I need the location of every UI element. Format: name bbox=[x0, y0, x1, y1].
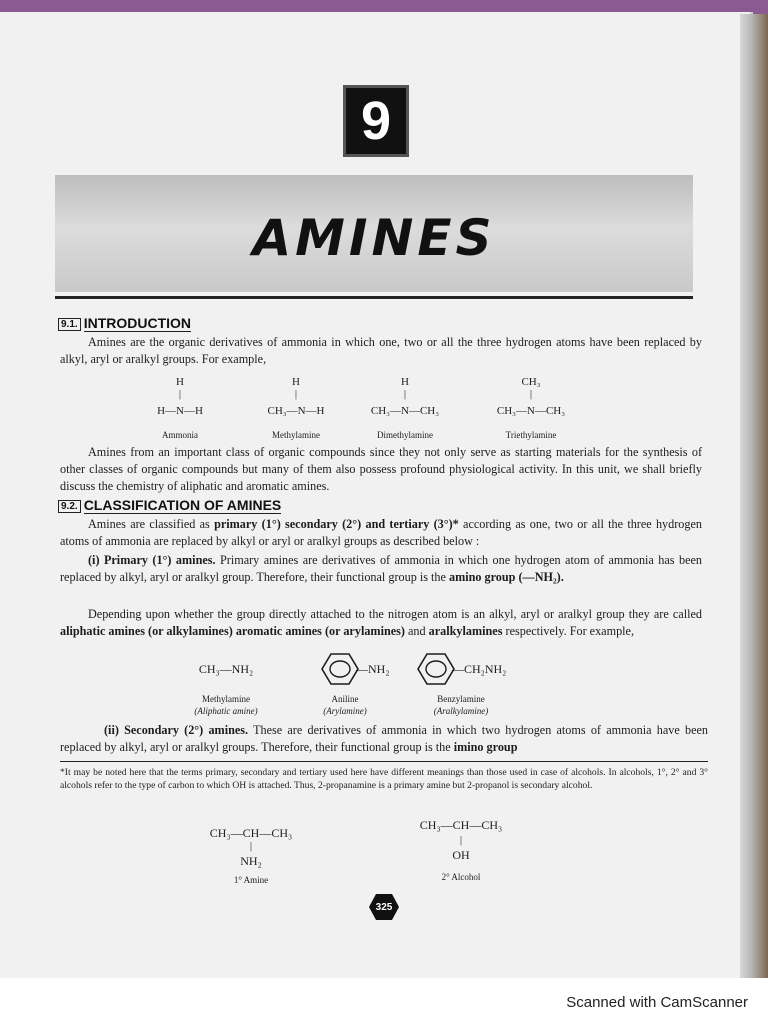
structure-label: Ammonia bbox=[162, 430, 198, 440]
propanol-formula: CH₃—CH—CH₃ bbox=[419, 818, 503, 832]
benzylamine-label: Benzylamine bbox=[437, 694, 485, 704]
page-edge bbox=[740, 14, 768, 979]
methylamine-label: Methylamine bbox=[202, 694, 250, 704]
footnote-rule bbox=[60, 761, 708, 762]
chapter-number: 9 bbox=[360, 91, 392, 151]
chapter-title-band bbox=[55, 175, 693, 292]
book-page bbox=[0, 12, 753, 980]
structure-formula: H—N—H bbox=[157, 405, 203, 417]
text-run: Amines are classified as bbox=[88, 517, 215, 531]
bond-line: | bbox=[249, 840, 253, 852]
chapter-number-box bbox=[343, 85, 409, 157]
text-run: These are derivatives of ammonia in which two hydrogen atoms of ammonia have been replaced by alkyl, aryl or aralkyl groups. Therefore, their functional group is the bbox=[60, 723, 708, 754]
structure-label: Methylamine bbox=[272, 430, 320, 440]
section-title: CLASSIFICATION OF AMINES bbox=[83, 497, 282, 513]
propanamine-label: 1° Amine bbox=[233, 875, 269, 885]
camscanner-watermark: Scanned with CamScanner bbox=[566, 994, 748, 1011]
chapter-title: AMINES bbox=[252, 208, 496, 267]
aniline-label: Aniline bbox=[331, 694, 359, 704]
text-run: according as one, two or all the three hydrogen atoms of ammonia are replaced by alkyl or aryl or aralkyl groups as described below : bbox=[60, 517, 702, 548]
aniline-sublabel: (Arylamine) bbox=[323, 706, 367, 716]
text-run: Primary amines are derivatives of ammonia in which one hydrogen atom of ammonia has been replaced by alkyl, aryl or aralkyl group. Therefore, their functional group is the bbox=[60, 553, 702, 584]
intro-paragraph-1: Amines are the organic derivatives of ammonia in which one, two or all the three hydrogen atoms have been replaced by alkyl, aryl or aralkyl groups. For example, bbox=[60, 335, 702, 366]
section-title: INTRODUCTION bbox=[83, 315, 192, 331]
classification-paragraph-1 bbox=[60, 516, 702, 550]
benzylamine-sublabel: (Aralkylamine) bbox=[433, 706, 489, 716]
structure-top: H bbox=[401, 376, 409, 388]
benzylamine-formula: —CH₂NH₂ bbox=[452, 662, 507, 676]
section-heading-classification bbox=[58, 497, 281, 513]
depending-paragraph bbox=[60, 606, 702, 640]
secondary-amines-paragraph bbox=[60, 722, 708, 756]
propanamine-group: NH₂ bbox=[240, 854, 262, 868]
structure-formula: CH₃—N—CH₃ bbox=[496, 405, 566, 417]
propanol-group: OH bbox=[452, 848, 470, 862]
text-run-bold: (i) Primary (1°) amines. bbox=[88, 553, 216, 567]
text-run-bold: imino group bbox=[453, 740, 518, 754]
structure-label: Triethylamine bbox=[505, 430, 557, 440]
structure-formula: CH₃—N—CH₃ bbox=[370, 405, 440, 417]
primary-amines-paragraph bbox=[60, 552, 702, 586]
title-rule bbox=[55, 296, 693, 299]
section-number: 9.1. bbox=[58, 318, 81, 331]
bond-line: | bbox=[403, 388, 407, 400]
text-run: respectively. For example, bbox=[502, 624, 635, 638]
footnote-text: *It may be noted here that the terms primary, secondary and tertiary used here have different meanings than those used in case of alcohols. In alcohols, 1°, 2° and 3° alcohols refer to the type of carbon to which OH is attached. Thus, 2-propanamine is a primary amine but 2-propanol is secondary alcohol. bbox=[60, 767, 708, 791]
section-number: 9.2. bbox=[58, 500, 81, 513]
text-run-bold: primary (1°) secondary (2°) and tertiary (3°)* bbox=[214, 517, 459, 531]
structure-top: CH₃ bbox=[521, 376, 541, 388]
text-run: and bbox=[404, 624, 429, 638]
structure-top: H bbox=[292, 376, 300, 388]
propanol-label: 2° Alcohol bbox=[441, 872, 481, 882]
page-number: 325 bbox=[375, 901, 393, 913]
text-run: Depending upon whether the group directly attached to the nitrogen atom is an alkyl, aryl or aralkyl group they are called bbox=[88, 607, 702, 621]
bond-line: | bbox=[178, 388, 182, 400]
text-run-bold: aliphatic amines (or alkylamines) aromatic amines (or arylamines) bbox=[60, 624, 405, 638]
bond-line: | bbox=[294, 388, 298, 400]
structure-formula: CH₃—N—H bbox=[267, 405, 325, 417]
structure-label: Dimethylamine bbox=[377, 430, 433, 440]
text-run-bold: amino group (—NH₂). bbox=[448, 570, 564, 584]
section-heading-introduction bbox=[58, 315, 191, 331]
methylamine-sublabel: (Aliphatic amine) bbox=[194, 706, 258, 716]
propanamine-formula: CH₃—CH—CH₃ bbox=[209, 826, 293, 840]
text-run-bold: aralkylamines bbox=[428, 624, 503, 638]
intro-paragraph-2: Amines from an important class of organic compounds since they not only serve as starting materials for the synthesis of other classes of organic compounds but many of them also possess profound physiological activity. In this unit, we shall briefly discuss the chemistry of aliphatic and aromatic amines. bbox=[60, 445, 702, 493]
bond-line: | bbox=[459, 834, 463, 846]
aniline-formula: —NH₂ bbox=[356, 662, 390, 676]
bond-line: | bbox=[529, 388, 533, 400]
structure-top: H bbox=[176, 376, 184, 388]
text-run-bold: (ii) Secondary (2°) amines. bbox=[104, 723, 249, 737]
methylamine-formula: CH₃—NH₂ bbox=[198, 662, 254, 676]
